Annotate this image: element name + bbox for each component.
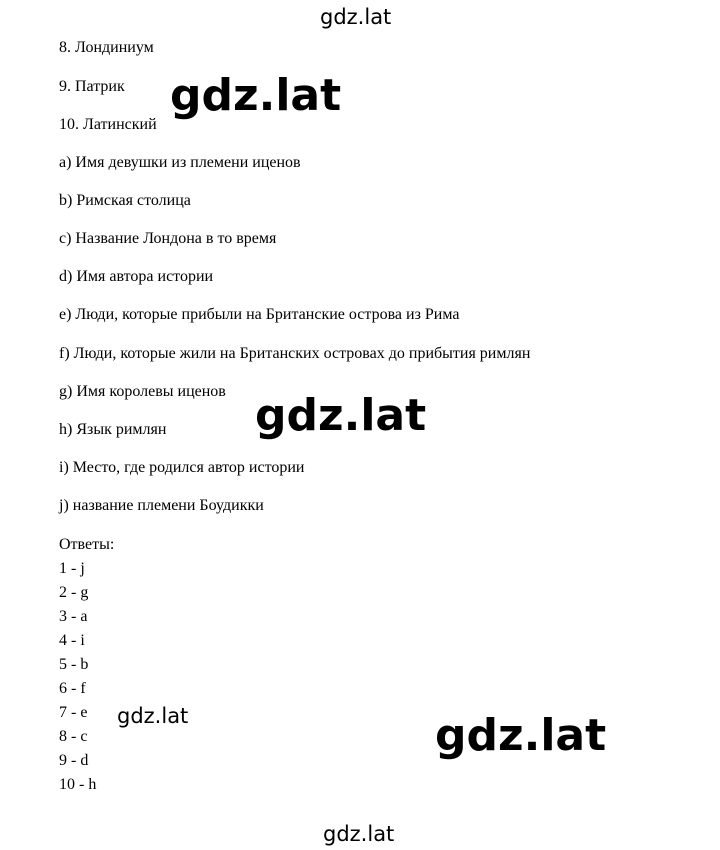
answer-item: 7 - e [59,704,88,721]
lettered-item-i: i) Место, где родился автор истории [59,459,305,476]
watermark-small: gdz.lat [117,704,189,728]
watermark-top: gdz.lat [320,5,392,29]
numbered-item-9: 9. Патрик [59,78,125,95]
lettered-item-f: f) Люди, которые жили на Британских островах до прибытия римлян [59,345,531,362]
lettered-item-a: a) Имя девушки из племени иценов [59,154,301,171]
answer-item: 8 - c [59,728,88,745]
lettered-item-b: b) Римская столица [59,192,191,209]
lettered-item-d: d) Имя автора истории [59,268,214,285]
answer-item: 9 - d [59,752,89,769]
answer-item: 1 - j [59,560,85,577]
answer-item: 10 - h [59,776,97,793]
watermark-large: gdz.lat [435,710,607,761]
lettered-item-g: g) Имя королевы иценов [59,383,226,400]
watermark-large: gdz.lat [255,390,427,441]
answer-item: 5 - b [59,656,89,673]
answer-item: 3 - a [59,608,88,625]
lettered-item-j: j) название племени Боудикки [59,497,264,514]
answer-item: 2 - g [59,584,89,601]
answer-item: 4 - i [59,632,85,649]
answers-title: Ответы: [59,536,115,553]
watermark-bottom: gdz.lat [323,822,395,846]
lettered-item-e: e) Люди, которые прибыли на Британские острова из Рима [59,306,460,323]
lettered-item-c: c) Название Лондона в то время [59,230,277,247]
numbered-item-10: 10. Латинский [59,116,157,133]
numbered-item-8: 8. Лондиниум [59,39,154,56]
answer-item: 6 - f [59,680,86,697]
watermark-large: gdz.lat [170,70,342,121]
lettered-item-h: h) Язык римлян [59,421,167,438]
answers-list [59,559,96,799]
